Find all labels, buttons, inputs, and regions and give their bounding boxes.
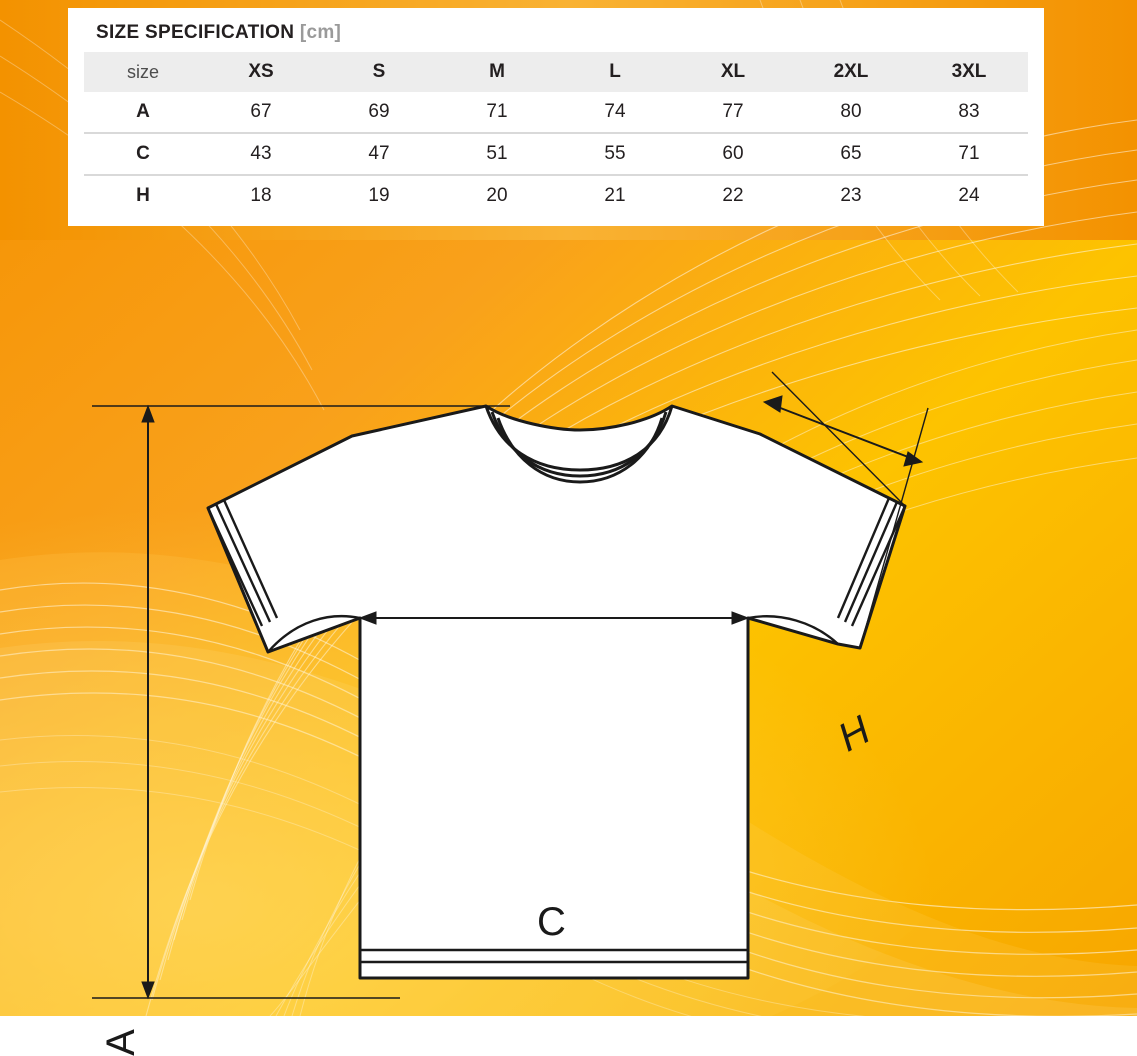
- col-header-3xl: 3XL: [910, 52, 1028, 92]
- size-table-body: [84, 92, 1028, 216]
- col-header-m: M: [438, 52, 556, 92]
- cell-h-3xl: 24: [958, 185, 980, 206]
- cell-a-s: 69: [368, 101, 390, 122]
- cell-c-l: 55: [604, 143, 626, 164]
- cell-c-xl: 60: [722, 143, 744, 164]
- table-row: [84, 175, 1028, 216]
- table-header-row: [84, 52, 1028, 92]
- cell-c-2xl: 65: [840, 143, 862, 164]
- cell-h-2xl: 23: [840, 185, 862, 206]
- cell-h-xs: 18: [250, 185, 272, 206]
- cell-h-s: 19: [368, 185, 390, 206]
- col-header-xl: XL: [674, 52, 792, 92]
- cell-a-l: 74: [604, 101, 626, 122]
- tshirt-shape: [208, 406, 905, 978]
- measurement-label-h: H: [831, 707, 878, 761]
- cell-c-3xl: 71: [958, 143, 980, 164]
- spec-title-text: SIZE SPECIFICATION: [96, 22, 295, 43]
- cell-h-m: 20: [486, 185, 508, 206]
- measurement-label-a: A: [98, 1029, 143, 1056]
- tshirt-drawing-svg: [0, 330, 1137, 1016]
- spec-title: [68, 16, 1044, 52]
- cell-c-m: 51: [486, 143, 508, 164]
- col-header-l: L: [556, 52, 674, 92]
- cell-h-xl: 22: [722, 185, 744, 206]
- measurement-label-c: C: [537, 900, 566, 944]
- col-header-xs: XS: [202, 52, 320, 92]
- cell-a-m: 71: [486, 101, 508, 122]
- row-label-h: H: [136, 185, 150, 206]
- cell-c-xs: 43: [250, 143, 272, 164]
- row-label-a: A: [136, 101, 150, 122]
- cell-a-xl: 77: [722, 101, 744, 122]
- size-specification-card: [68, 8, 1044, 226]
- size-table: [84, 52, 1028, 216]
- col-header-2xl: 2XL: [792, 52, 910, 92]
- cell-c-s: 47: [368, 143, 390, 164]
- cell-h-l: 21: [604, 185, 626, 206]
- table-row: [84, 92, 1028, 133]
- table-row: [84, 133, 1028, 175]
- cell-a-xs: 67: [250, 101, 272, 122]
- cell-a-3xl: 83: [958, 101, 980, 122]
- col-header-size: size: [84, 52, 202, 92]
- col-header-s: S: [320, 52, 438, 92]
- spec-unit: [cm]: [299, 22, 342, 43]
- tshirt-technical-drawing: [0, 330, 1137, 1056]
- row-label-c: C: [136, 143, 150, 164]
- cell-a-2xl: 80: [840, 101, 862, 122]
- size-table-head: [84, 52, 1028, 92]
